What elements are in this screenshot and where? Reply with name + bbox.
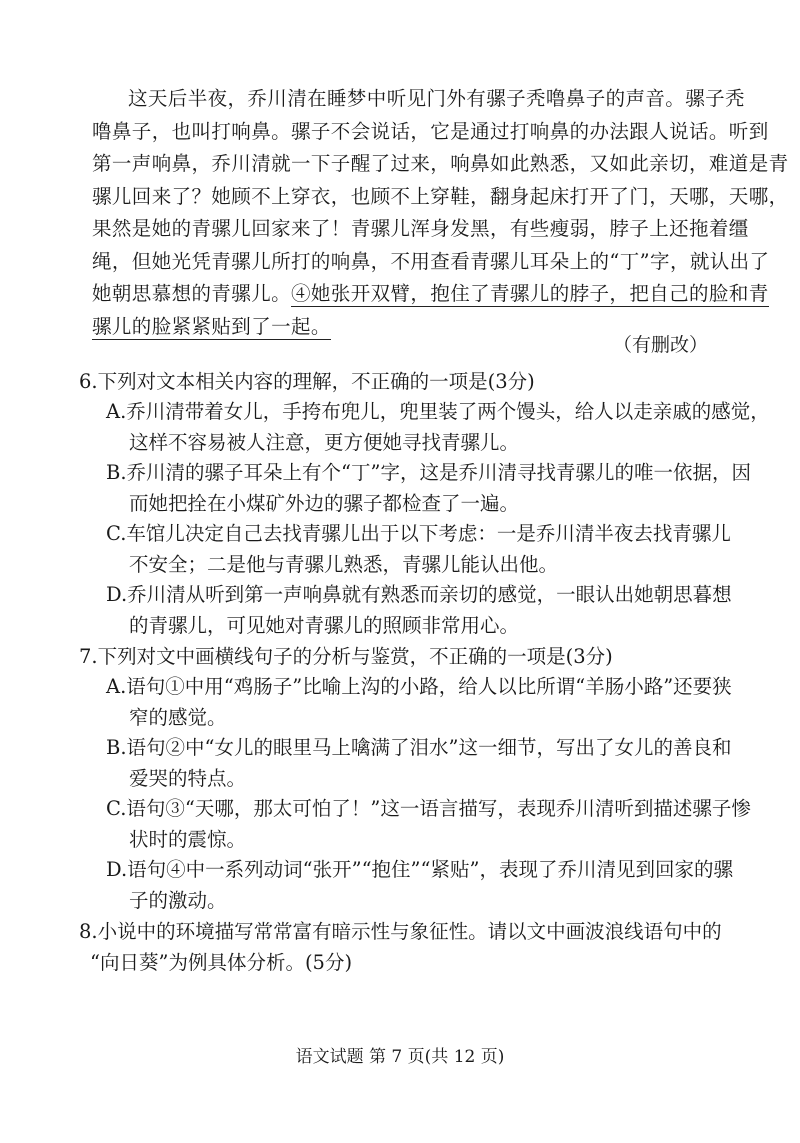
passage-line: 果然是她的青骡儿回家来了！青骡儿浑身发黑，有些瘦弱，脖子上还拖着缰: [92, 217, 749, 240]
option-7a: A.语句①中用“鸡肠子”比喻上沟的小路，给人以比所谓“羊肠小路”还要狭: [106, 675, 732, 698]
question-7-stem: 7.下列对文中画横线句子的分析与鉴赏，不正确的一项是(3分): [79, 645, 613, 668]
passage-line: 这天后半夜，乔川清在睡梦中听见门外有骡子秃噜鼻子的声音。骡子秃: [128, 87, 745, 110]
question-8-stem-cont: “向日葵”为例具体分析。(5分): [90, 951, 353, 974]
option-6b: B.乔川清的骡子耳朵上有个“丁”字，这是乔川清寻找青骡儿的唯一依据，因: [106, 461, 751, 484]
option-7a-cont: 窄的感觉。: [129, 705, 227, 729]
question-6-stem: 6.下列对文本相关内容的理解，不正确的一项是(3分): [79, 370, 535, 393]
option-7c-cont: 状时的震惊。: [129, 827, 247, 851]
underlined-sentence-4-cont: 骡儿的脸紧紧贴到了一起。: [92, 314, 331, 338]
passage-line: 第一声响鼻，乔川清就一下子醒了过来，响鼻如此熟悉，又如此亲切，难道是青: [92, 152, 789, 175]
option-6d: D.乔川清从听到第一声响鼻就有熟悉而亲切的感觉，一眼认出她朝思暮想: [106, 583, 732, 606]
option-7c: C.语句③“天哪，那太可怕了！”这一语言描写，表现乔川清听到描述骡子惨: [106, 797, 751, 820]
passage-text: 她朝思慕想的青骡儿。: [92, 282, 292, 305]
passage-line: 骡儿回来了？她顾不上穿衣，也顾不上穿鞋，翻身起床打开了门，天哪，天哪，: [92, 184, 789, 208]
page-footer: 语文试题 第 7 页(共 12 页): [295, 1047, 505, 1067]
option-7b-cont: 爱哭的特点。: [129, 766, 247, 790]
option-6b-cont: 而她把拴在小煤矿外边的骡子都检查了一遍。: [129, 491, 520, 515]
option-6c-cont: 不安全；二是他与青骡儿熟悉，青骡儿能认出他。: [129, 552, 559, 576]
passage-line: [92, 278, 769, 311]
questions-section: [79, 366, 770, 978]
passage-line: 噜鼻子，也叫打响鼻。骡子不会说话，它是通过打响鼻的办法跟人说话。听到: [92, 119, 769, 143]
option-6a-cont: 这样不容易被人注意，更方便她寻找青骡儿。: [129, 430, 520, 454]
underlined-sentence-4: ④她张开双臂，抱住了青骡儿的脖子，把自己的脸和青: [291, 282, 769, 305]
option-6d-cont: 的青骡儿，可见她对青骡儿的照顾非常用心。: [129, 613, 520, 637]
option-7b: B.语句②中“女儿的眼里马上噙满了泪水”这一细节，写出了女儿的善良和: [106, 736, 732, 759]
reading-passage: [92, 83, 789, 343]
option-6c: C.车馆儿决定自己去找青骡儿出于以下考虑：一是乔川清半夜去找青骡儿: [106, 522, 731, 545]
passage-line: 绳，但她光凭青骡儿所打的响鼻，不用查看青骡儿耳朵上的“丁”字，就认出了: [92, 249, 770, 273]
source-note: （有删改）: [612, 334, 708, 356]
option-7d: D.语句④中一系列动词“张开”“抱住”“紧贴”，表现了乔川清见到回家的骡: [106, 858, 733, 881]
question-8-stem: 8.小说中的环境描写常常富有暗示性与象征性。请以文中画波浪线语句中的: [79, 920, 722, 943]
option-7d-cont: 子的激动。: [129, 888, 227, 912]
option-6a: A.乔川清带着女儿，手挎布兜儿，兜里装了两个馒头，给人以走亲戚的感觉，: [106, 400, 770, 423]
